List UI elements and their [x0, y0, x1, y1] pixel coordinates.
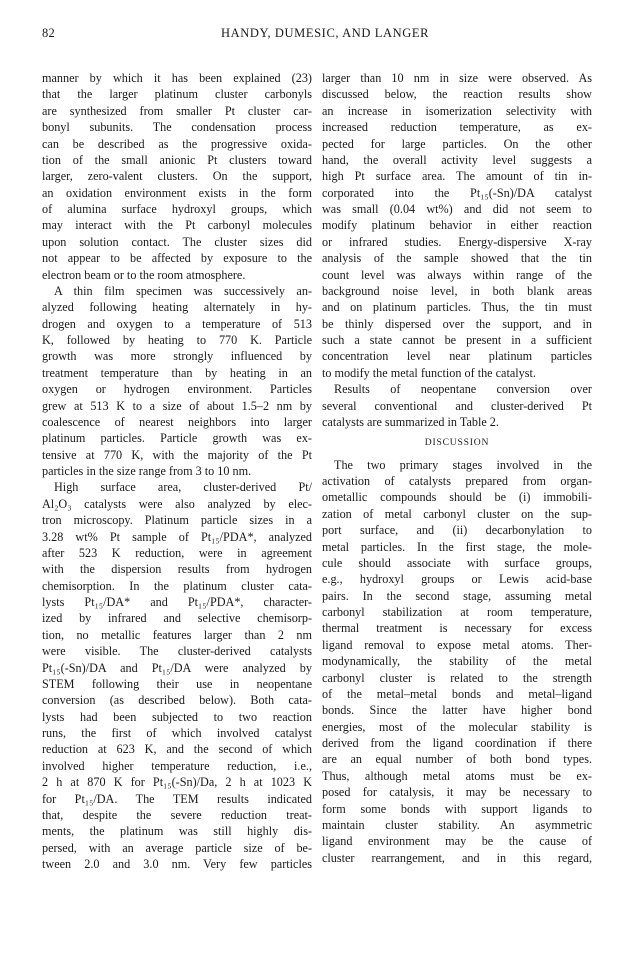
right-column-text-bottom: [322, 457, 592, 866]
text-line: that the larger platinum cluster carbonyls: [42, 87, 312, 102]
text-line: corporated into the Pt₁₅(-Sn)/DA catalyst: [322, 185, 592, 200]
text-line: zation of metal carbonyl cluster on the sup-: [322, 506, 592, 521]
text-line: oxygen or hydrogen environment. Particles: [42, 382, 312, 397]
section-heading: DISCUSSION: [424, 437, 490, 449]
text-line: reduction at 623 K, and the second of which: [42, 742, 312, 757]
text-line: modify platinum behavior in either reaction: [322, 218, 592, 233]
text-line: electron beam or to the room atmosphere.: [42, 267, 246, 282]
text-line: ligand removal to expose metal atoms. Ther-: [322, 637, 592, 652]
text-line: such a state cannot be present in a sufficient: [322, 333, 592, 347]
text-line: discussed below, the reaction results show: [322, 87, 592, 102]
text-line: that, despite the severe reduction treat-: [42, 807, 312, 822]
text-line: after 523 K reduction, were in agreement: [42, 545, 312, 560]
text-line: grew at 513 K to a size of about 1.5–2 nm by: [42, 398, 312, 413]
text-line: e.g., hydroxyl groups or Lewis acid-base: [322, 572, 592, 587]
text-line: cule should associate with surface groups,: [322, 555, 592, 570]
text-line: tion, no metallic features larger than 2 nm: [42, 627, 312, 642]
text-line: maintain cluster stability. An asymmetric: [322, 817, 592, 832]
text-line: ligand environment may be the cause of: [322, 834, 592, 849]
text-line: carbonyl stabilization at room temperature,: [322, 605, 592, 619]
text-line: K, followed by heating to 770 K. Particle: [42, 333, 312, 347]
text-line: an oxidation environment exists in the form: [42, 185, 312, 200]
text-line: runs, the first of which involved catalyst: [42, 726, 312, 740]
text-line: hand, the overall activity level suggests a: [322, 152, 592, 167]
text-line: lysts had been subjected to two reaction: [42, 709, 312, 724]
text-line: or infrared studies. Energy-dispersive X-ray: [322, 234, 592, 249]
text-line: were visible. The cluster-derived catalysts: [42, 644, 312, 659]
left-column: [42, 70, 312, 872]
text-line: Thus, although metal atoms must be ex-: [322, 768, 592, 783]
text-line: energies, most of the molecular stability is: [322, 719, 592, 734]
text-line: pected for large particles. On the other: [322, 136, 592, 151]
right-column: [322, 70, 592, 866]
text-line: for Pt₁₅/DA. The TEM results indicated: [42, 791, 312, 806]
text-line: are an equal number of both bond types.: [322, 752, 592, 767]
text-line: modynamically, the stability of the metal: [322, 654, 592, 669]
text-line: Results of neopentane conversion over: [334, 382, 592, 397]
text-line: particles in the size range from 3 to 10 nm.: [42, 464, 252, 478]
text-line: thermal treatment is necessary for excess: [322, 621, 592, 636]
text-line: activation of catalysts prepared from organ-: [322, 474, 592, 488]
text-line: upon solution contact. The cluster sizes did: [42, 234, 312, 249]
text-line: conversion (as described below). Both cata-: [42, 693, 312, 708]
text-line: Pt₁₅(-Sn)/DA and Pt₁₅/DA were analyzed by: [42, 660, 312, 675]
text-line: pairs. In the second stage, assuming metal: [322, 588, 592, 603]
text-line: STEM following their use in neopentane: [42, 676, 312, 691]
text-line: was small (0.04 wt%) and did not seem to: [322, 202, 592, 216]
text-line: 3.28 wt% Pt sample of Pt₁₅/PDA*, analyzed: [42, 529, 312, 544]
text-line: Al₂O₃ catalysts were also analyzed by elec-: [42, 496, 312, 511]
text-line: be thinly dispersed over the support, and in: [322, 316, 592, 331]
text-line: ments, the platinum was still highly dis-: [42, 824, 312, 839]
text-line: tween 2.0 and 3.0 nm. Very few particles: [42, 857, 312, 871]
text-line: bonds. Since the latter have higher bond: [322, 703, 592, 718]
text-line: metal particles. In the first stage, the mole-: [322, 539, 592, 554]
text-line: several conventional and cluster-derived Pt: [322, 398, 592, 413]
text-line: cluster rearrangement, and in this regard,: [322, 850, 592, 865]
text-line: growth was more strongly influenced by: [42, 349, 312, 364]
text-line: persed, with an average particle size of be-: [42, 840, 312, 855]
text-line: platinum particles. Particle growth was ex-: [42, 431, 312, 446]
text-line: larger than 10 nm in size were observed. As: [322, 71, 592, 85]
text-line: derived from the ligand coordination if there: [322, 736, 592, 750]
text-line: High surface area, cluster-derived Pt/: [54, 480, 312, 495]
right-column-text-top: [322, 70, 592, 430]
text-line: involved higher temperature reduction, i.e.,: [42, 758, 312, 773]
running-head: HANDY, DUMESIC, AND LANGER: [220, 26, 430, 40]
text-line: concentration level near platinum particles: [322, 349, 592, 364]
text-line: bonyl subunits. The condensation process: [42, 120, 312, 135]
text-line: to modify the metal function of the catalyst.: [322, 365, 536, 380]
text-line: and on platinum particles. Thus, the tin must: [322, 300, 592, 315]
text-line: drogen and oxygen to a temperature of 513: [42, 316, 312, 331]
text-line: A thin film specimen was successively an-: [54, 283, 312, 298]
text-line: not appear to be affected by exposure to the: [42, 251, 312, 266]
text-line: an increase in isomerization selectivity with: [322, 103, 592, 118]
text-line: lysts Pt₁₅/DA* and Pt₁₅/PDA*, character-: [42, 595, 312, 609]
text-line: form some bonds with support ligands to: [322, 801, 592, 816]
text-line: can be described as the progressive oxida-: [42, 136, 312, 151]
text-line: tron microscopy. Platinum particle sizes in a: [42, 513, 312, 528]
text-line: ized by infrared and selective chemisorp-: [42, 611, 312, 626]
text-line: of the metal–metal bonds and metal–ligand: [322, 686, 592, 701]
text-line: larger, zero-valent clusters. On the support,: [42, 169, 312, 184]
text-line: ometallic compounds should be (i) immobili-: [322, 490, 592, 505]
text-line: are synthesized from smaller Pt cluster car-: [42, 103, 312, 118]
text-line: The two primary stages involved in the: [334, 457, 592, 472]
text-line: chemisorption. In the platinum cluster cata-: [42, 578, 312, 593]
text-line: manner by which it has been explained (23): [42, 71, 312, 85]
text-line: treatment temperature than by heating in an: [42, 365, 312, 380]
text-line: 2 h at 870 K for Pt₁₅(-Sn)/Da, 2 h at 1023 K: [42, 775, 312, 790]
page-header: [42, 26, 608, 46]
text-line: analysis of the sample showed that the tin: [322, 251, 592, 266]
text-line: posed for catalysis, it may be necessary to: [322, 785, 592, 800]
text-line: coalescence of nearest neighbors into larger: [42, 414, 312, 429]
text-line: of alumina surface hydroxyl groups, which: [42, 202, 312, 216]
text-line: count level was always within range of the: [322, 267, 592, 282]
text-line: tion of the small anionic Pt clusters toward: [42, 152, 312, 167]
text-line: catalysts are summarized in Table 2.: [322, 414, 499, 429]
text-line: background noise level, in both blank areas: [322, 283, 592, 298]
text-line: may interact with the Pt carbonyl molecules: [42, 218, 312, 233]
text-line: alyzed following heating alternately in hy-: [42, 300, 312, 315]
text-line: with the dispersion results from hydrogen: [42, 562, 312, 577]
text-line: tensive at 770 K, with the majority of the Pt: [42, 447, 312, 462]
page-number: 82: [42, 26, 55, 40]
text-line: increased reduction temperature, as ex-: [322, 120, 592, 135]
text-line: carbonyl cluster is related to the strength: [322, 670, 592, 685]
text-line: high Pt surface area. The amount of tin in-: [322, 169, 592, 184]
text-line: port surface, and (ii) decarbonylation to: [322, 523, 592, 538]
